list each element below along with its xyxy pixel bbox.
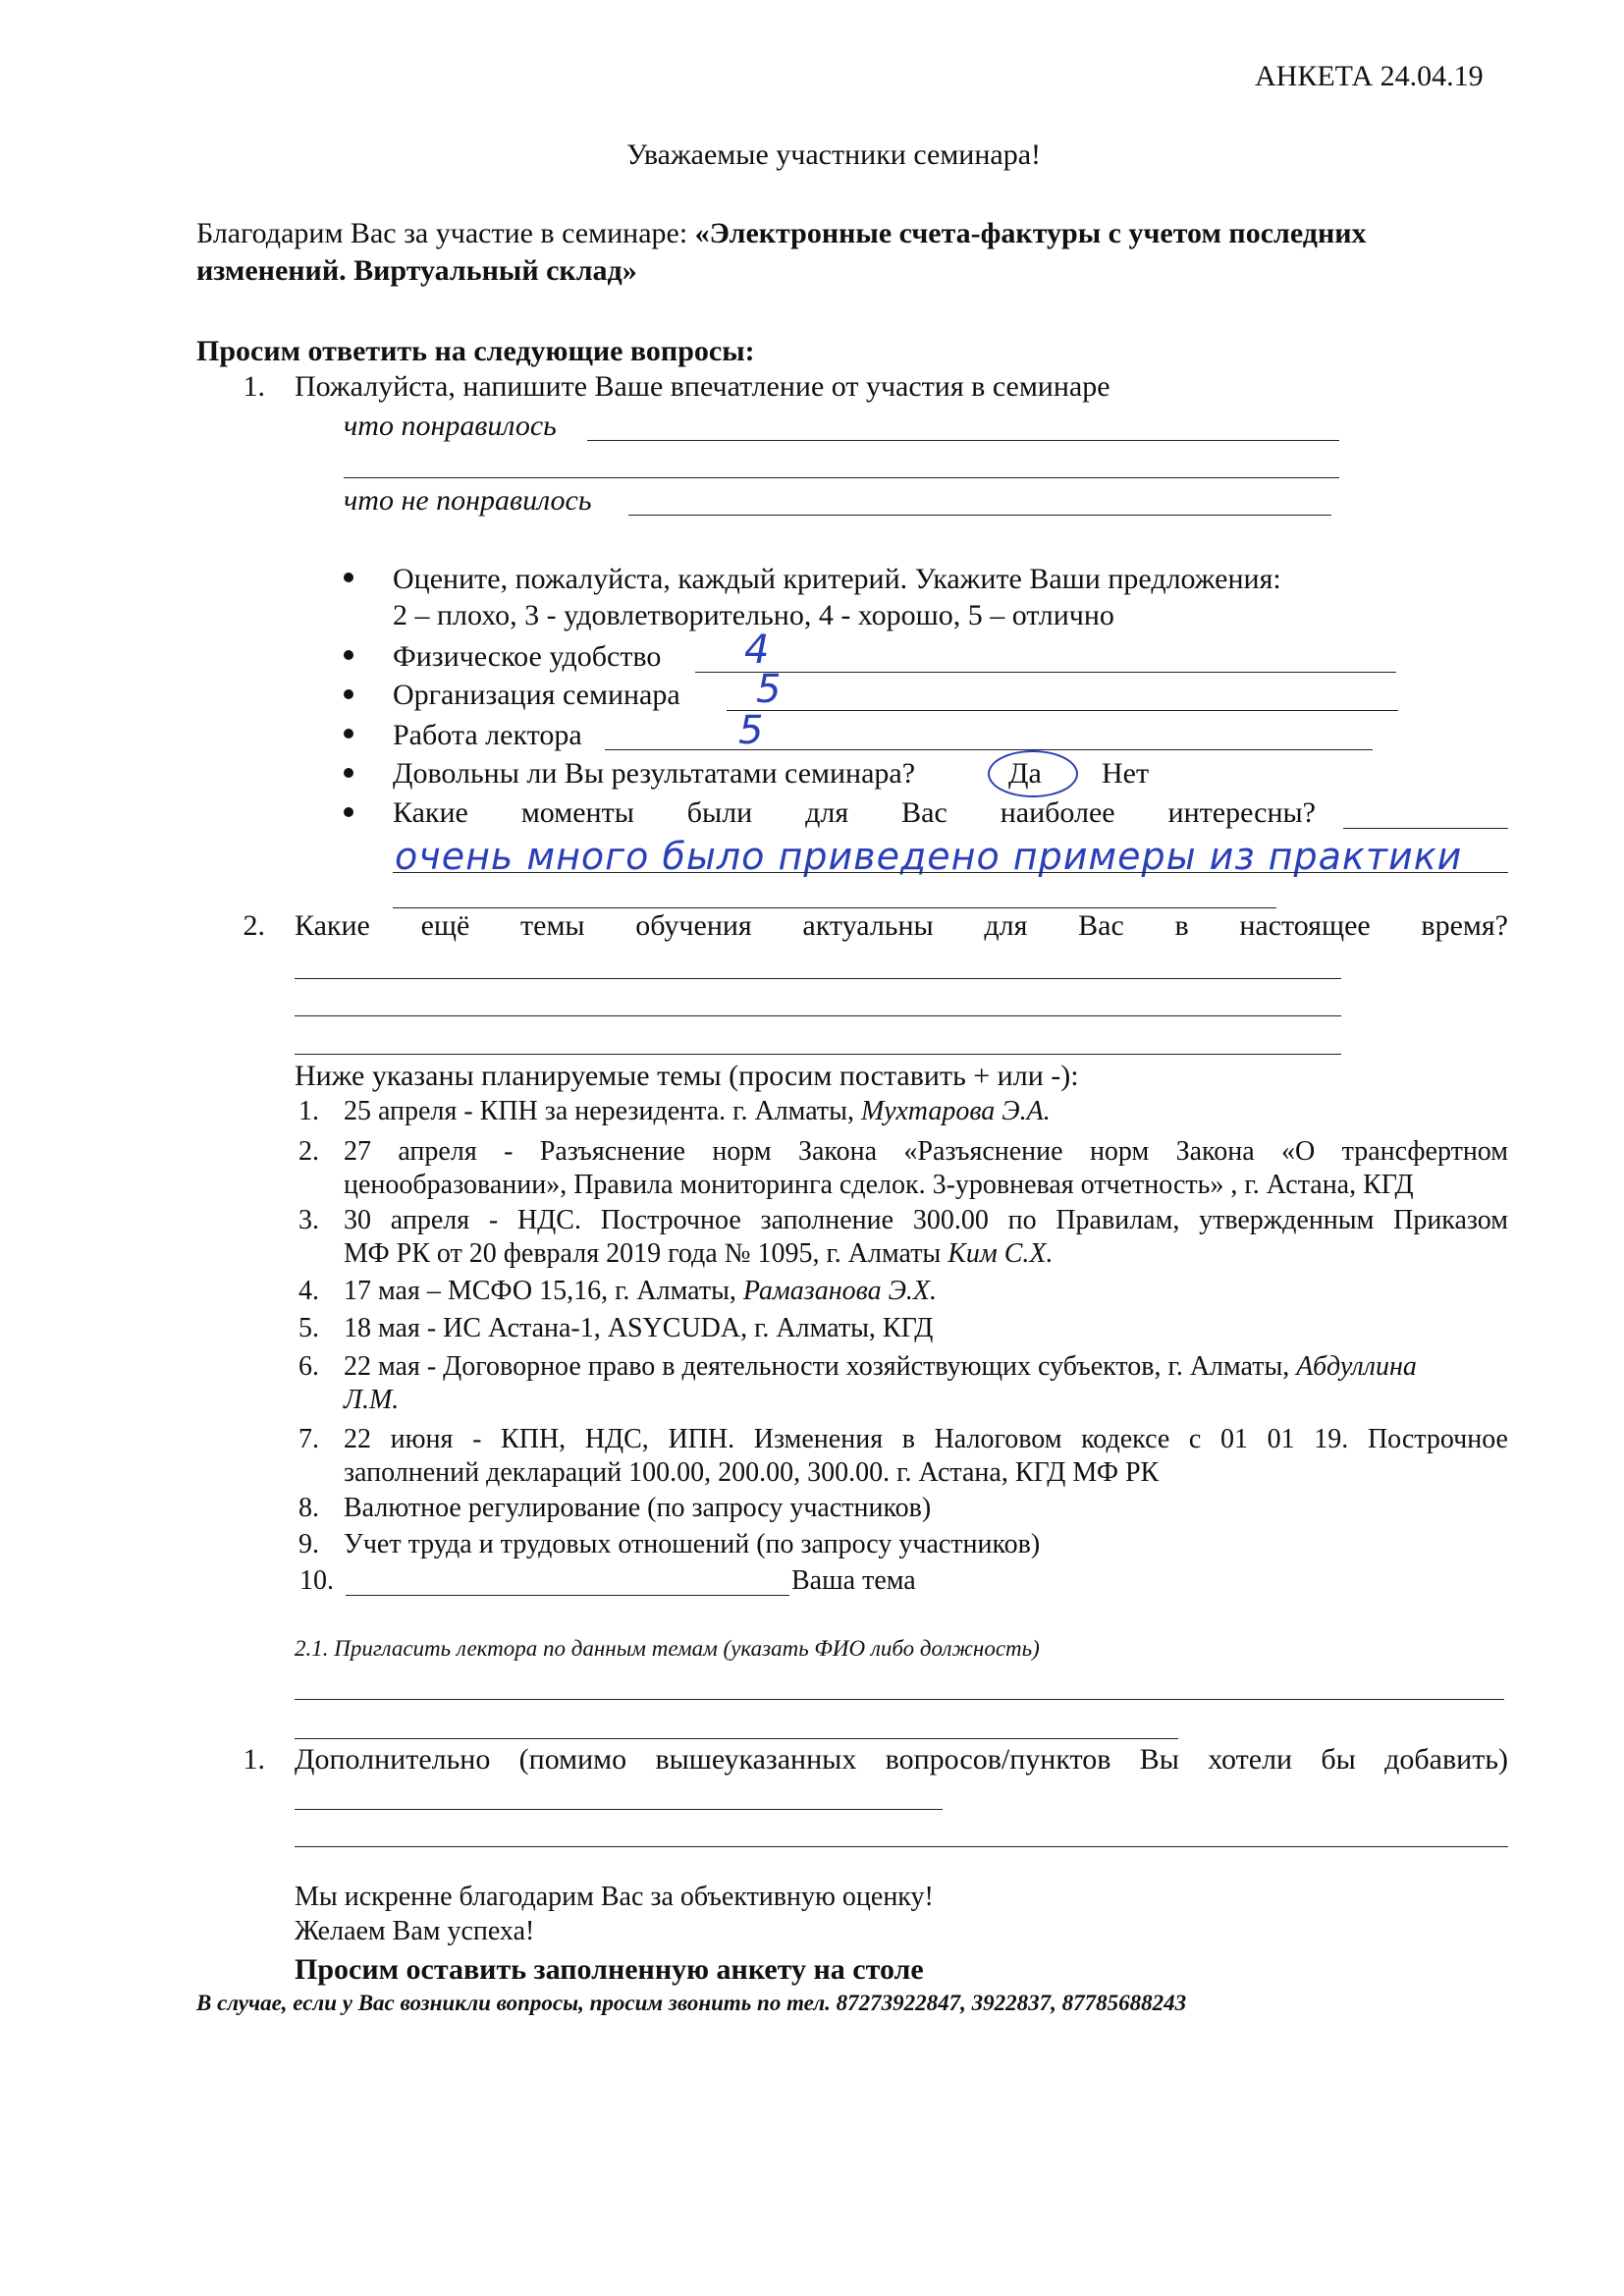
- q2-number: 2.: [243, 909, 265, 942]
- bullet: [344, 650, 353, 660]
- topic-lecturer: Ким С.Х.: [947, 1238, 1054, 1269]
- custom-topic-label: Ваша тема: [791, 1565, 916, 1596]
- criterion-answer-line[interactable]: [695, 672, 1396, 673]
- topic-number: 10.: [299, 1565, 334, 1596]
- topic-item[interactable]: [344, 1528, 1040, 1561]
- criterion-answer-line[interactable]: [727, 710, 1398, 711]
- q3-text-content: Дополнительно (помимо вышеуказанных вопросов/пунктов Вы хотели бы добавить): [295, 1743, 1508, 1776]
- q3-number: 1.: [243, 1743, 265, 1776]
- q2-answer-line[interactable]: [295, 978, 1341, 979]
- bullet: [344, 729, 353, 738]
- q2-answer-line[interactable]: [295, 1054, 1341, 1055]
- criterion-handwritten-answer: 4: [744, 628, 770, 673]
- topic-text-line2: МФ РК от 20 февраля 2019 года № 1095, г. Алматы: [344, 1238, 948, 1269]
- request-heading: Просим ответить на следующие вопросы:: [196, 335, 755, 367]
- liked-label: что понравилось: [344, 410, 557, 442]
- satisfied-question: Довольны ли Вы результатами семинара?: [393, 757, 916, 790]
- topic-text: 18 мая - ИС Астана-1, ASYCUDA, г. Алматы, КГД: [344, 1313, 934, 1343]
- bullet: [344, 807, 353, 817]
- topic-number: 8.: [298, 1493, 319, 1523]
- topic-item[interactable]: [344, 1135, 1508, 1202]
- topic-lecturer-line2: Л.М.: [344, 1385, 400, 1415]
- topic-number: 4.: [298, 1276, 319, 1306]
- selected-circle-mark: [988, 750, 1078, 797]
- rating-intro-line2: 2 – плохо, 3 - удовлетворительно, 4 - хорошо, 5 – отлично: [393, 599, 1114, 631]
- seminar-title-line1: «Электронные счета-фактуры с учетом последних: [694, 217, 1367, 249]
- topic-lecturer: Рамазанова Э.Х.: [742, 1276, 938, 1306]
- topic-text: 22 мая - Договорное право в деятельности хозяйствующих субъектов, г. Алматы,: [344, 1351, 1297, 1382]
- closing-contacts: В случае, если у Вас возникли вопросы, просим звонить по тел. 87273922847, 3922837, 87785688243: [196, 1991, 1187, 2015]
- topic-text: 17 мая – МСФО 15,16, г. Алматы,: [344, 1276, 743, 1306]
- closing-thanks: Мы искренне благодарим Вас за объективную оценку!: [295, 1882, 934, 1912]
- topic-number: 5.: [298, 1313, 319, 1343]
- satisfied-yes[interactable]: Да: [1008, 757, 1042, 790]
- q2-text-content: Какие ещё темы обучения актуальны для Вас в настоящее время?: [295, 909, 1508, 942]
- criterion-handwritten-answer: 5: [756, 667, 782, 712]
- closing-leave-form: Просим оставить заполненную анкету на столе: [295, 1953, 924, 1986]
- q3-answer-line[interactable]: [295, 1809, 943, 1810]
- topic-number: 7.: [298, 1424, 319, 1454]
- topic-item[interactable]: [344, 1204, 1508, 1271]
- form-id: АНКЕТА 24.04.19: [1255, 60, 1484, 92]
- criterion-label: Организация семинара: [393, 679, 680, 711]
- topic-item[interactable]: [344, 1492, 931, 1525]
- interesting-question: [393, 795, 1316, 831]
- topic-item[interactable]: [344, 1095, 1051, 1128]
- criterion-label: Физическое удобство: [393, 640, 662, 673]
- closing-wish: Желаем Вам успеха!: [295, 1916, 535, 1946]
- topic-text: 25 апреля - КПН за нерезидента. г. Алматы,: [344, 1096, 861, 1126]
- liked-answer-line-2[interactable]: [344, 477, 1339, 478]
- intro-lead: Благодарим Вас за участие в семинаре:: [196, 217, 695, 249]
- greeting: Уважаемые участники семинара!: [626, 138, 1042, 171]
- interesting-handwritten-answer: очень много было приведено примеры из практики: [395, 835, 1463, 878]
- q1-text: Пожалуйста, напишите Ваше впечатление от участия в семинаре: [295, 370, 1110, 403]
- satisfied-no[interactable]: Нет: [1102, 757, 1150, 790]
- q2-answer-line[interactable]: [295, 1015, 1341, 1016]
- topic-text-line2: заполнений деклараций 100.00, 200.00, 300.00. г. Астана, КГД МФ РК: [344, 1457, 1160, 1488]
- bullet: [344, 768, 353, 778]
- invite-lecturer-line-2[interactable]: [295, 1738, 1178, 1739]
- disliked-answer-line[interactable]: [628, 515, 1331, 516]
- criterion-handwritten-answer: 5: [738, 708, 764, 753]
- criterion-label: Работа лектора: [393, 719, 582, 751]
- interesting-answer-line[interactable]: [1343, 828, 1508, 829]
- invite-lecturer-line[interactable]: [295, 1699, 1504, 1700]
- invite-lecturer-label: 2.1. Пригласить лектора по данным темам (указать ФИО либо должность): [295, 1636, 1040, 1661]
- topic-lecturer: Мухтарова Э.А.: [860, 1096, 1051, 1126]
- topic-item[interactable]: [344, 1275, 937, 1308]
- topic-text: 30 апреля - НДС. Построчное заполнение 300.00 по Правилам, утвержденным Приказом: [344, 1205, 1508, 1235]
- q3-answer-line-2[interactable]: [295, 1846, 1508, 1847]
- topic-text-line2: ценообразовании», Правила мониторинга сделок. 3-уровневая отчетность» , г. Астана, КГД: [344, 1170, 1414, 1200]
- criterion-answer-line[interactable]: [605, 749, 1373, 750]
- interesting-question-text: Какие моменты были для Вас наиболее интересны?: [393, 796, 1316, 829]
- topic-item[interactable]: [344, 1350, 1417, 1417]
- q2-text: [295, 908, 1508, 944]
- topic-text: Учет труда и трудовых отношений (по запросу участников): [344, 1529, 1041, 1559]
- liked-answer-line[interactable]: [587, 440, 1339, 441]
- intro-text: [196, 216, 1367, 251]
- topic-number: 2.: [298, 1136, 319, 1167]
- custom-topic-line[interactable]: [346, 1595, 789, 1596]
- bullet: [344, 689, 353, 699]
- topic-number: 6.: [298, 1351, 319, 1382]
- topic-number: 9.: [298, 1529, 319, 1559]
- q1-number: 1.: [243, 370, 265, 403]
- topic-item[interactable]: [344, 1312, 933, 1345]
- topic-number: 3.: [298, 1205, 319, 1235]
- topic-lecturer: Абдуллина: [1296, 1351, 1417, 1382]
- bullet: [344, 573, 353, 582]
- topic-item[interactable]: [344, 1423, 1508, 1490]
- q3-text: [295, 1742, 1508, 1777]
- topic-text: 27 апреля - Разъяснение норм Закона «Разъяснение норм Закона «О трансфертном: [344, 1136, 1508, 1167]
- topic-number: 1.: [298, 1096, 319, 1126]
- seminar-title-line2: изменений. Виртуальный склад»: [196, 254, 637, 287]
- planned-heading: Ниже указаны планируемые темы (просим поставить + или -):: [295, 1060, 1079, 1092]
- topic-text: Валютное регулирование (по запросу участников): [344, 1493, 932, 1523]
- disliked-label: что не понравилось: [344, 484, 592, 517]
- rating-intro-line1: Оцените, пожалуйста, каждый критерий. Укажите Ваши предложения:: [393, 563, 1281, 595]
- interesting-answer-line-2[interactable]: [393, 872, 1508, 873]
- topic-text: 22 июня - КПН, НДС, ИПН. Изменения в Налоговом кодексе с 01 01 19. Построчное: [344, 1424, 1508, 1454]
